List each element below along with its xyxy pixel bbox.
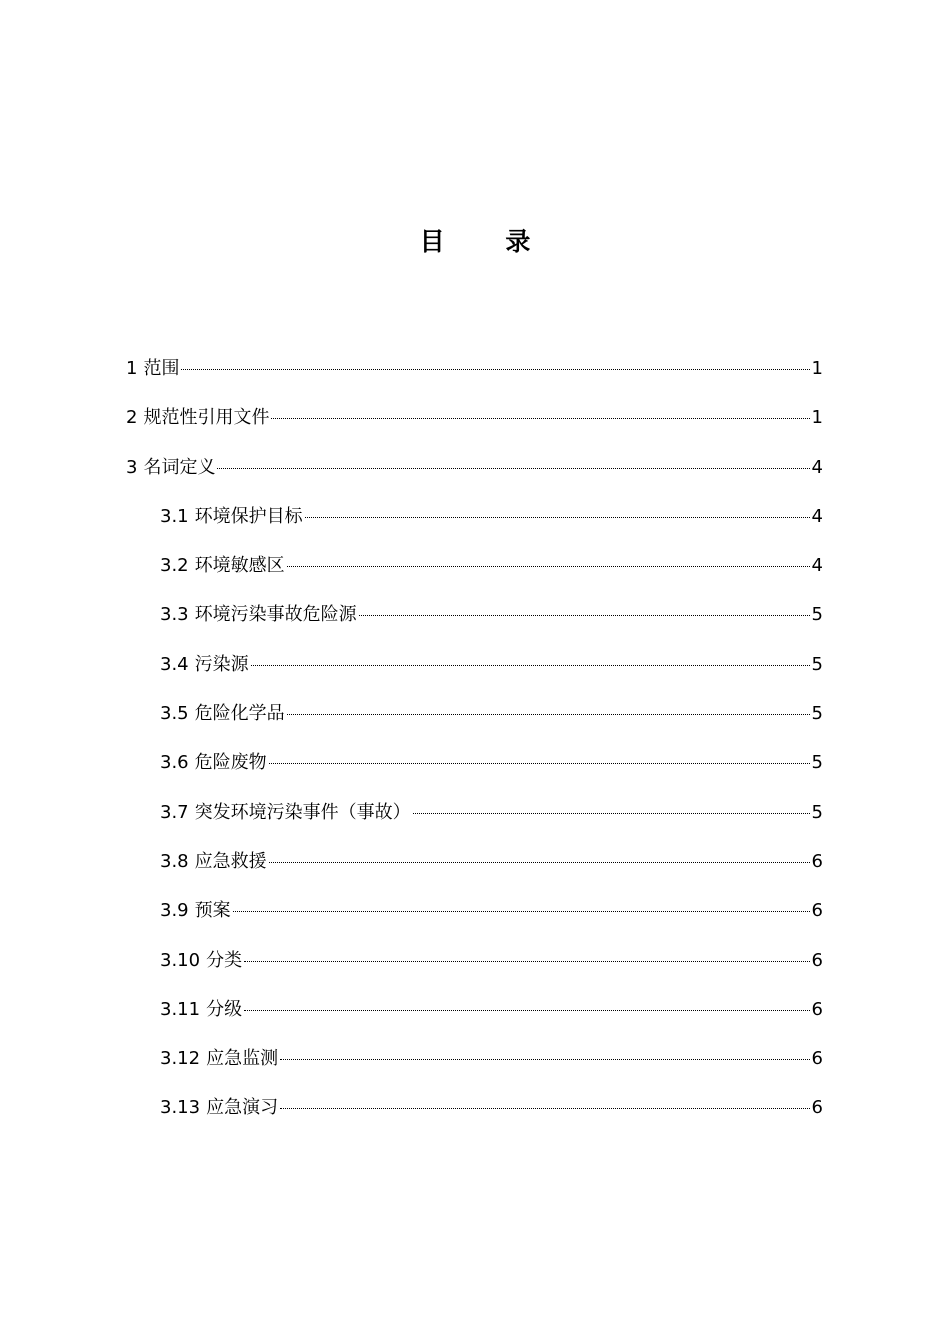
toc-entry-page: 6 xyxy=(811,949,823,971)
toc-entry-page: 1 xyxy=(811,407,823,429)
toc-entry-title: 规范性引用文件 xyxy=(143,407,270,429)
toc-entry[interactable] xyxy=(0,1034,950,1083)
toc-entry-page: 1 xyxy=(811,358,823,379)
toc-entry-page: 6 xyxy=(811,1048,823,1070)
toc-entry-number: 3.3 xyxy=(160,604,189,626)
toc-entry-page: 5 xyxy=(811,703,823,725)
toc-entry[interactable] xyxy=(0,985,950,1034)
toc-entry-page: 5 xyxy=(811,604,823,626)
toc-entry-page: 5 xyxy=(811,752,823,774)
toc-dot-leader xyxy=(359,615,810,616)
toc-dot-leader xyxy=(217,468,809,469)
toc-entry-number: 2 xyxy=(126,407,138,429)
toc-entry-page: 5 xyxy=(811,801,823,823)
toc-entry-number: 3 xyxy=(126,456,138,478)
toc-entry-page: 4 xyxy=(811,555,823,577)
toc-entry-page: 4 xyxy=(811,505,823,527)
toc-entry-title: 预案 xyxy=(194,900,231,922)
toc-entry-title: 危险化学品 xyxy=(194,703,285,725)
toc-title: 目 录 xyxy=(419,227,557,256)
toc-dot-leader xyxy=(244,961,809,962)
toc-dot-leader xyxy=(280,1108,809,1109)
toc-entry-number: 3.4 xyxy=(160,653,189,675)
toc-dot-leader xyxy=(269,862,810,863)
toc-entry[interactable] xyxy=(0,689,950,738)
toc-entry[interactable] xyxy=(0,788,950,837)
toc-entry-number: 3.7 xyxy=(160,801,189,823)
toc-entry-title: 环境保护目标 xyxy=(194,505,303,527)
toc-entry-number: 3.9 xyxy=(160,900,189,922)
toc-entry-title: 突发环境污染事件（事故） xyxy=(194,801,411,823)
toc-entry-number: 3.6 xyxy=(160,752,189,774)
toc-dot-leader xyxy=(233,911,810,912)
toc-entry[interactable] xyxy=(0,393,950,442)
toc-dot-leader xyxy=(305,517,810,518)
toc-entry-title: 范围 xyxy=(143,358,180,379)
toc-dot-leader xyxy=(181,369,809,370)
toc-entry-title: 分类 xyxy=(206,949,243,971)
toc-entry[interactable] xyxy=(0,738,950,787)
toc-entry-page: 6 xyxy=(811,850,823,872)
toc-entry-number: 1 xyxy=(126,358,138,379)
toc-entry-title: 环境污染事故危险源 xyxy=(194,604,357,626)
toc-dot-leader xyxy=(271,418,809,419)
toc-entry-page: 4 xyxy=(811,456,823,478)
toc-entry-title: 污染源 xyxy=(194,653,249,675)
toc-list xyxy=(0,344,950,1133)
toc-entry-title: 应急救援 xyxy=(194,850,267,872)
toc-entry[interactable] xyxy=(0,936,950,985)
toc-entry-title: 应急演习 xyxy=(206,1097,279,1119)
toc-dot-leader xyxy=(244,1010,809,1011)
toc-entry-title: 环境敏感区 xyxy=(194,555,285,577)
toc-entry-number: 3.11 xyxy=(160,998,201,1020)
toc-entry-number: 3.8 xyxy=(160,850,189,872)
toc-entry-page: 6 xyxy=(811,1097,823,1119)
toc-entry-page: 5 xyxy=(811,653,823,675)
toc-entry-number: 3.5 xyxy=(160,703,189,725)
toc-entry-title: 分级 xyxy=(206,998,243,1020)
toc-entry[interactable] xyxy=(0,640,950,689)
toc-entry-title: 名词定义 xyxy=(143,456,216,478)
toc-entry-number: 3.1 xyxy=(160,505,189,527)
toc-entry-title: 应急监测 xyxy=(206,1048,279,1070)
toc-entry[interactable] xyxy=(0,541,950,590)
toc-entry[interactable] xyxy=(0,837,950,886)
toc-entry[interactable] xyxy=(0,344,950,393)
toc-entry-number: 3.12 xyxy=(160,1048,201,1070)
toc-entry-title: 危险废物 xyxy=(194,752,267,774)
toc-entry-number: 3.2 xyxy=(160,555,189,577)
toc-dot-leader xyxy=(413,813,810,814)
toc-entry-page: 6 xyxy=(811,998,823,1020)
toc-dot-leader xyxy=(251,665,810,666)
toc-entry[interactable] xyxy=(0,492,950,541)
toc-entry[interactable] xyxy=(0,1083,950,1132)
toc-entry-number: 3.10 xyxy=(160,949,201,971)
toc-entry[interactable] xyxy=(0,443,950,492)
toc-entry-page: 6 xyxy=(811,900,823,922)
toc-dot-leader xyxy=(287,566,810,567)
toc-entry[interactable] xyxy=(0,886,950,935)
toc-entry[interactable] xyxy=(0,590,950,639)
toc-dot-leader xyxy=(280,1059,809,1060)
toc-dot-leader xyxy=(269,763,810,764)
toc-entry-number: 3.13 xyxy=(160,1097,201,1119)
toc-dot-leader xyxy=(287,714,810,715)
